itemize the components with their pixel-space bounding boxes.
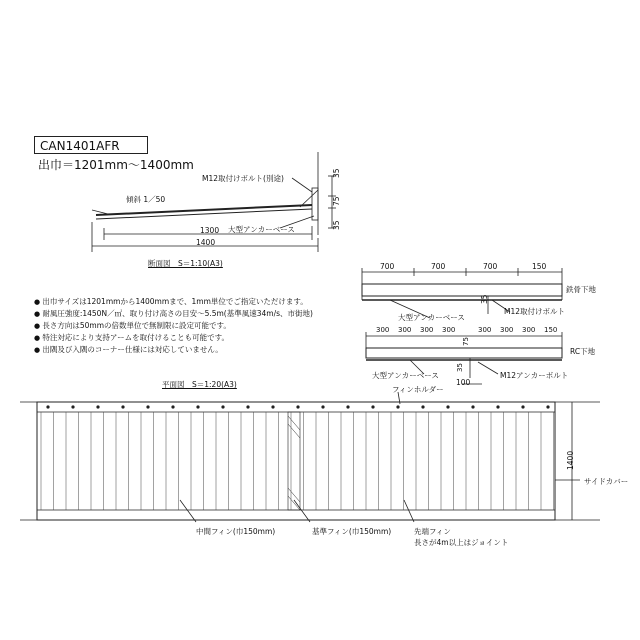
- bolt-marker: [46, 405, 49, 408]
- bolt-marker: [321, 405, 324, 408]
- dim-35-bottom: 35: [332, 220, 341, 230]
- section-bolt-label: M12取付けボルト(別途): [202, 174, 284, 183]
- rc-anchor-label: 大型アンカーベース: [372, 371, 439, 380]
- dim-35-top: 35: [332, 168, 341, 178]
- steel-span-3: 700: [483, 262, 498, 271]
- bolt-marker: [396, 405, 399, 408]
- bolt-marker: [271, 405, 274, 408]
- steel-base-label: 鉄骨下地: [566, 285, 596, 294]
- rc-span-2: 300: [398, 326, 412, 334]
- bolt-marker: [521, 405, 524, 408]
- steel-span-2: 700: [431, 262, 446, 271]
- bolt-marker: [471, 405, 474, 408]
- slope-label: 傾斜 1／50: [126, 195, 166, 204]
- bolt-marker: [496, 405, 499, 408]
- plan-caption: 平面図 S＝1:20(A3): [162, 380, 237, 389]
- steel-span-4: 150: [532, 262, 547, 271]
- rc-span-8: 150: [544, 326, 558, 334]
- rc-span-3: 300: [420, 326, 434, 334]
- rc-span-5: 300: [478, 326, 492, 334]
- joint-note: 長さが4m以上はジョイント: [414, 538, 509, 547]
- bolt-marker: [71, 405, 74, 408]
- steel-dim-35: 35: [480, 294, 489, 304]
- rc-span-6: 300: [500, 326, 514, 334]
- side-cover-label: サイドカバー: [584, 477, 629, 486]
- note-3: ● 長さ方向は50mmの倍数単位で無制限に設定可能です。: [34, 320, 313, 332]
- spec-notes: [34, 296, 313, 356]
- rc-base-label: RC下地: [570, 347, 596, 356]
- plan-view: [20, 392, 600, 522]
- bolt-marker: [196, 405, 199, 408]
- note-5: ● 出隅及び入隅のコーナー仕様には対応していません。: [34, 344, 313, 356]
- middle-fin-label: 中間フィン(巾150mm): [196, 527, 276, 536]
- rc-dim-75: 75: [462, 337, 470, 346]
- plan-bolts: [46, 405, 549, 408]
- bolt-marker: [296, 405, 299, 408]
- section-caption: 断面図 S＝1:10(A3): [148, 259, 223, 268]
- base-fin-label: 基準フィン(巾150mm): [312, 527, 392, 536]
- steel-span-1: 700: [380, 262, 395, 271]
- dim-75: 75: [332, 196, 341, 206]
- steel-anchor-label: 大型アンカーベース: [398, 313, 465, 322]
- note-1: ● 出巾サイズは1201mmから1400mmまで、1mm単位でご指定いただけます。: [34, 296, 313, 308]
- bolt-marker: [221, 405, 224, 408]
- bolt-marker: [371, 405, 374, 408]
- width-range: 出巾＝1201mm～1400mm: [38, 158, 194, 172]
- steel-bolt-label: M12取付けボルト: [504, 307, 566, 316]
- rc-dim-100: 100: [456, 378, 471, 387]
- model-number: CAN1401AFR: [34, 136, 148, 154]
- note-4: ● 特注対応により支持アームを取付けることも可能です。: [34, 332, 313, 344]
- dim-1300: 1300: [200, 226, 220, 235]
- bolt-marker: [546, 405, 549, 408]
- section-anchor-label: 大型アンカーベース: [228, 225, 295, 234]
- rc-dim-35: 35: [456, 363, 464, 372]
- bolt-marker: [346, 405, 349, 408]
- bolt-marker: [446, 405, 449, 408]
- rc-bolt-label: M12アンカーボルト: [500, 371, 569, 380]
- bolt-marker: [146, 405, 149, 408]
- fin-holder-label: フィンホルダー: [392, 385, 444, 394]
- plan-dim-1400: 1400: [566, 450, 575, 470]
- rc-span-1: 300: [376, 326, 390, 334]
- rc-span-7: 300: [522, 326, 536, 334]
- bolt-marker: [121, 405, 124, 408]
- bolt-marker: [421, 405, 424, 408]
- rc-span-4: 300: [442, 326, 456, 334]
- dim-1400: 1400: [196, 238, 216, 247]
- bolt-marker: [96, 405, 99, 408]
- bolt-marker: [246, 405, 249, 408]
- bolt-marker: [171, 405, 174, 408]
- note-2: ● 耐風圧強度:1450N／㎡、取り付け高さの目安～5.5m(基準風速34m/s、市街地): [34, 308, 313, 320]
- tip-fin-label: 先端フィン: [414, 527, 451, 536]
